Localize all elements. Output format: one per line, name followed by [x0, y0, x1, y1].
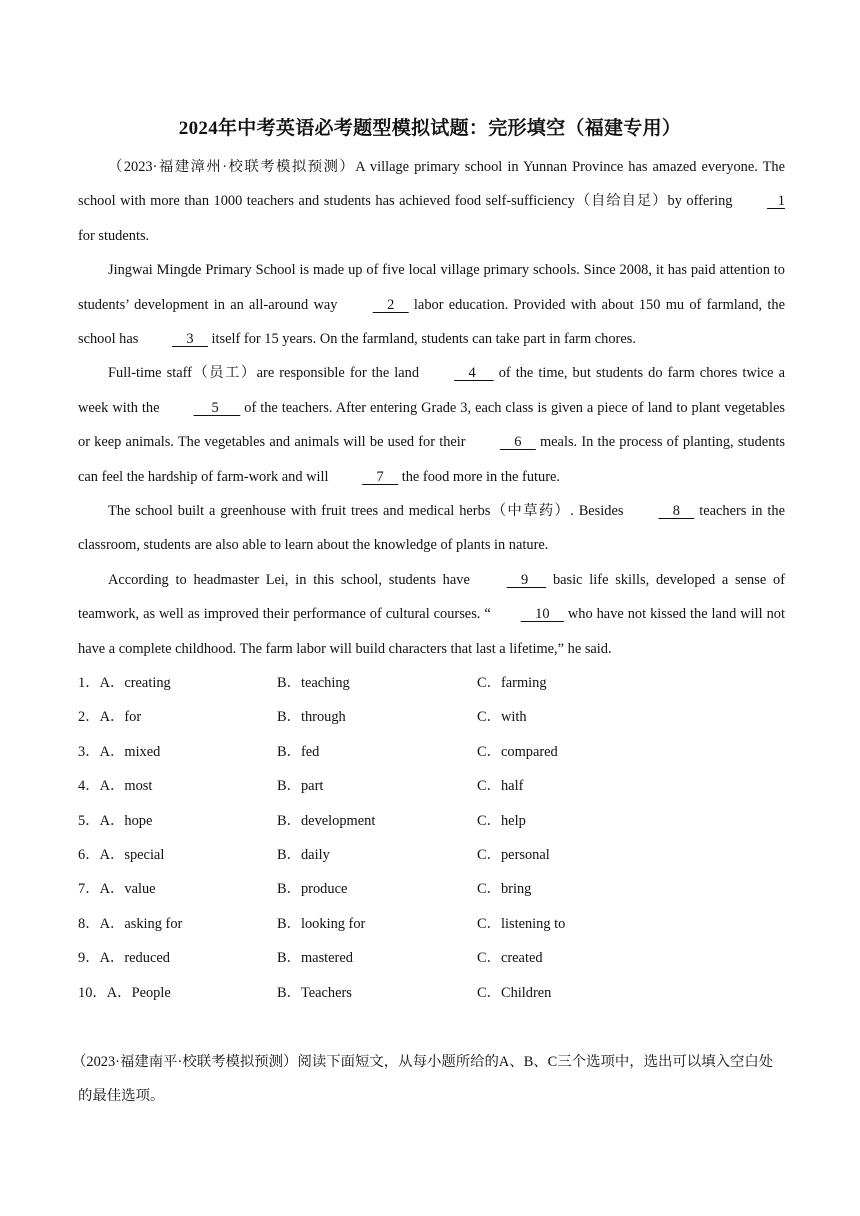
- next-section-instructions: （2023·福建南平·校联考模拟预测）阅读下面短文，从每小题所给的A、B、C三个选项中，选出可以填入空白处的最佳选项。: [72, 1054, 774, 1105]
- paragraph-text: itself for 15 years. On the farmland, students can take part in farm chores.: [207, 331, 636, 348]
- paragraph-text: who have not kissed the land will not have a complete childhood. The farm labor will build characters that last a lifetime,” he said.: [78, 606, 785, 657]
- blank-5: 5: [193, 399, 241, 416]
- option-row: [78, 769, 785, 803]
- option-row: [78, 666, 785, 700]
- option-c: C．farming: [477, 675, 547, 691]
- option-b: B．fed: [277, 743, 320, 760]
- option-c: C．with: [477, 709, 527, 726]
- option-c: C．help: [477, 812, 526, 829]
- paragraph-5: [78, 563, 785, 666]
- blank-3: 3: [171, 331, 208, 348]
- option-row: [78, 941, 785, 975]
- option-c: C．half: [477, 778, 524, 795]
- option-a: 2．A．for: [78, 709, 142, 726]
- blank-6: 6: [499, 434, 536, 451]
- option-c: C．personal: [477, 846, 550, 863]
- option-a: 3．A．mixed: [78, 743, 161, 760]
- option-a: 1．A．creating: [78, 675, 171, 691]
- paragraph-text: （2023·福建漳州·校联考模拟预测）A village primary school in Yunnan Province has amazed everyone. The school with more than 1000 teachers and students has achieved food self-sufficiency（自给自足）by offering: [78, 159, 785, 210]
- blank-10: 10: [520, 606, 564, 623]
- cloze-passage: [78, 150, 785, 666]
- paragraph-text: basic life skills, developed a sense of teamwork, as well as improved their performance of cultural courses. “: [78, 571, 785, 623]
- option-b: B．through: [277, 709, 346, 726]
- option-row: [78, 804, 785, 838]
- paragraph-text: meals. In the process of planting, students can feel the hardship of farm-work and will: [78, 434, 785, 485]
- option-b: B．daily: [277, 846, 330, 863]
- paragraph-3: [78, 356, 785, 494]
- option-row: [78, 907, 785, 941]
- option-b: B．produce: [277, 881, 348, 898]
- paragraph-text: the food more in the future.: [398, 468, 560, 485]
- option-b: B．development: [277, 812, 376, 829]
- option-c: C．compared: [477, 743, 558, 760]
- blank-4: 4: [454, 365, 494, 382]
- paragraph-text: for students.: [78, 227, 150, 244]
- option-c: C．listening to: [477, 915, 566, 932]
- option-a: 5．A．hope: [78, 812, 153, 829]
- paragraph-4: [78, 494, 785, 563]
- blank-9: 9: [506, 571, 547, 588]
- option-b: B．mastered: [277, 950, 353, 967]
- option-b: B．part: [277, 778, 324, 795]
- option-a: 4．A．most: [78, 778, 153, 795]
- option-row: [78, 838, 785, 872]
- paragraph-text: of the teachers. After entering Grade 3, each class is given a piece of land to plant vegetables or keep animals. The vegetables and animals will be used for their: [78, 399, 785, 451]
- paragraph-text: labor education. Provided with about 150 mu of farmland, the school has: [78, 296, 785, 348]
- paragraph-text: Full-time staff（员工）are responsible for the land: [108, 365, 425, 382]
- paragraph-2: [78, 253, 785, 356]
- answer-options: [78, 666, 785, 1010]
- paragraph-text: According to headmaster Lei, in this school, students have: [108, 571, 477, 588]
- option-row: [78, 976, 785, 1010]
- page-title: 2024年中考英语必考题型模拟试题：完形填空（福建专用）: [178, 118, 682, 139]
- blank-2: 2: [372, 296, 409, 313]
- option-c: C．created: [477, 950, 543, 967]
- paragraph-text: Jingwai Mingde Primary School is made up of five local village primary schools. Since 2008, it has paid attention to students’ development in an all-around way: [78, 262, 785, 313]
- paragraph-text: teachers in the classroom, students are also able to learn about the knowledge of plants in nature.: [78, 503, 785, 554]
- option-a: 6．A．special: [78, 846, 165, 863]
- option-a: 7．A．value: [78, 881, 156, 898]
- blank-1: 1: [767, 193, 785, 210]
- option-b: B．teaching: [277, 675, 350, 691]
- option-a: 9．A．reduced: [78, 950, 170, 967]
- blank-8: 8: [658, 503, 695, 520]
- option-b: B．Teachers: [277, 984, 352, 1001]
- paragraph-1: [78, 150, 785, 253]
- paragraph-text: of the time, but students do farm chores twice a week with the: [78, 365, 785, 416]
- option-a: 10．A．People: [78, 984, 171, 1001]
- option-b: B．looking for: [277, 915, 366, 932]
- option-c: C．Children: [477, 984, 552, 1001]
- option-row: [78, 700, 785, 734]
- option-c: C．bring: [477, 881, 532, 898]
- blank-7: 7: [362, 468, 399, 485]
- option-a: 8．A．asking for: [78, 915, 183, 932]
- paragraph-text: The school built a greenhouse with fruit trees and medical herbs（中草药）. Besides: [108, 503, 629, 520]
- option-row: [78, 735, 785, 769]
- option-row: [78, 872, 785, 906]
